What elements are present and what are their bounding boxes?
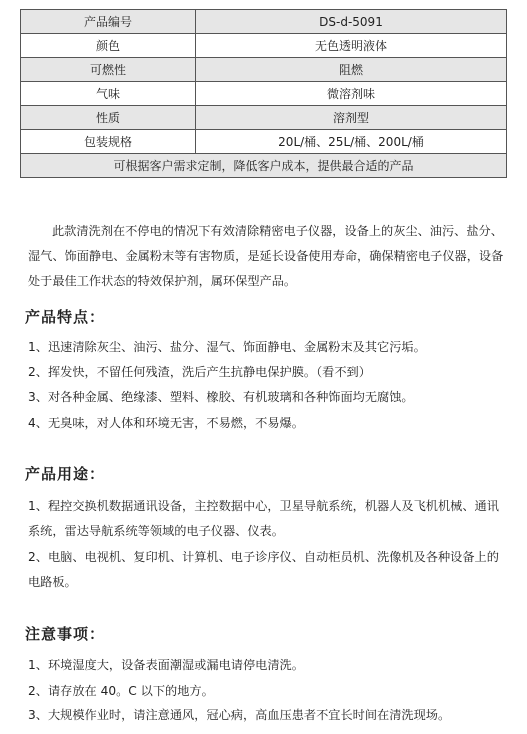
note-item: 3、大规模作业时，请注意通风，冠心病，高血压患者不宜长时间在清洗现场。	[28, 708, 451, 722]
spec-key: 性质	[21, 106, 196, 130]
spec-value: 微溶剂味	[196, 82, 507, 106]
intro-paragraph: 此款清洗剂在不停电的情况下有效清除精密电子仪器，设备上的灰尘、油污、盐分、湿气、饰面静电、金属粉末等有害物质，是延长设备使用寿命，确保精密电子仪器，设备处于最佳工作状态的特效保护剂，属环保型产品。	[28, 224, 504, 288]
use-item: 2、电脑、电视机、复印机、计算机、电子诊序仪、自动柜员机、洗像机及各种设备上的电路板。	[28, 550, 499, 589]
features-heading: 产品特点：	[25, 308, 106, 326]
spec-key: 可燃性	[21, 58, 196, 82]
spec-key: 产品编号	[21, 10, 196, 34]
spec-value: 无色透明液体	[196, 34, 507, 58]
spec-row	[21, 130, 507, 154]
note-item: 1、环境湿度大，设备表面潮湿或漏电请停电清洗。	[28, 658, 304, 672]
spec-row	[21, 82, 507, 106]
spec-key: 颜色	[21, 34, 196, 58]
feature-item: 3、对各种金属、绝缘漆、塑料、橡胶、有机玻璃和各种饰面均无腐蚀。	[28, 390, 414, 404]
uses-heading: 产品用途：	[25, 465, 106, 483]
use-item: 1、程控交换机数据通讯设备，主控数据中心，卫星导航系统，机器人及飞机机械、通讯系统，雷达导航系统等领域的电子仪器、仪表。	[28, 499, 499, 538]
spec-row	[21, 58, 507, 82]
spec-table	[20, 9, 507, 178]
spec-value: 20L/桶、25L/桶、200L/桶	[196, 130, 507, 154]
feature-item: 1、迅速清除灰尘、油污、盐分、湿气、饰面静电、金属粉末及其它污垢。	[28, 340, 426, 354]
spec-value: 溶剂型	[196, 106, 507, 130]
spec-value: DS-d-5091	[196, 10, 507, 34]
spec-row	[21, 106, 507, 130]
spec-row	[21, 10, 507, 34]
spec-footer-row	[21, 154, 507, 178]
spec-row	[21, 34, 507, 58]
feature-item: 2、挥发快，不留任何残渣，洗后产生抗静电保护膜。（看不到）	[28, 365, 371, 379]
note-item: 2、请存放在 40。C 以下的地方。	[28, 684, 214, 698]
spec-value: 阻燃	[196, 58, 507, 82]
spec-key: 气味	[21, 82, 196, 106]
feature-item: 4、无臭味，对人体和环境无害，不易燃，不易爆。	[28, 416, 304, 430]
spec-key: 包装规格	[21, 130, 196, 154]
spec-footer: 可根据客户需求定制，降低客户成本，提供最合适的产品	[21, 154, 507, 178]
notes-heading: 注意事项：	[25, 625, 106, 643]
